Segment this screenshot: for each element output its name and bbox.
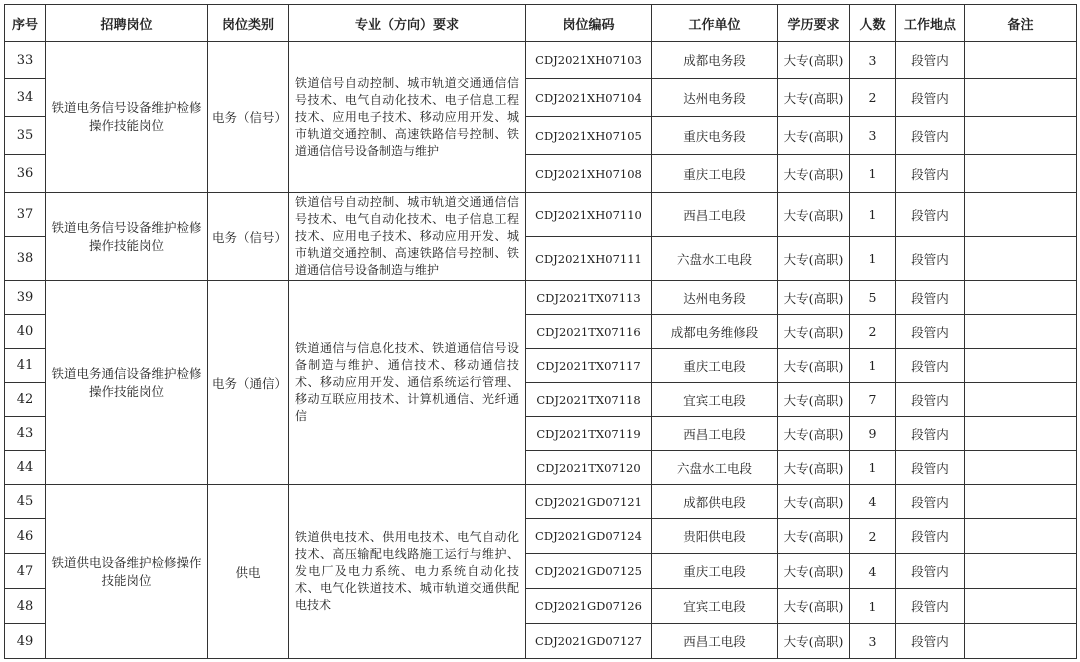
- cell-code: CDJ2021TX07116: [526, 315, 652, 349]
- cell-seq: 49: [5, 624, 46, 659]
- cell-seq: 35: [5, 117, 46, 155]
- cell-education: 大专(高职): [778, 315, 850, 349]
- cell-note: [965, 315, 1077, 349]
- cell-location: 段管内: [896, 417, 965, 451]
- cell-job: 铁道电务信号设备维护检修操作技能岗位: [46, 42, 208, 193]
- cell-unit: 西昌工电段: [652, 417, 778, 451]
- cell-note: [965, 589, 1077, 624]
- cell-seq: 44: [5, 451, 46, 485]
- cell-count: 2: [850, 79, 896, 117]
- cell-unit: 成都电务维修段: [652, 315, 778, 349]
- cell-unit: 六盘水工电段: [652, 451, 778, 485]
- header-seq: 序号: [5, 5, 46, 42]
- cell-seq: 37: [5, 193, 46, 237]
- cell-job: 铁道电务信号设备维护检修操作技能岗位: [46, 193, 208, 281]
- cell-note: [965, 519, 1077, 554]
- cell-education: 大专(高职): [778, 417, 850, 451]
- cell-location: 段管内: [896, 42, 965, 79]
- cell-education: 大专(高职): [778, 117, 850, 155]
- cell-location: 段管内: [896, 554, 965, 589]
- cell-seq: 34: [5, 79, 46, 117]
- cell-unit: 成都电务段: [652, 42, 778, 79]
- cell-location: 段管内: [896, 485, 965, 519]
- table-row: [5, 485, 1077, 519]
- cell-location: 段管内: [896, 193, 965, 237]
- cell-note: [965, 554, 1077, 589]
- cell-note: [965, 155, 1077, 193]
- cell-code: CDJ2021GD07126: [526, 589, 652, 624]
- cell-code: CDJ2021TX07118: [526, 383, 652, 417]
- header-location: 工作地点: [896, 5, 965, 42]
- cell-code: CDJ2021TX07120: [526, 451, 652, 485]
- cell-code: CDJ2021XH07103: [526, 42, 652, 79]
- recruitment-table: [4, 4, 1077, 659]
- cell-code: CDJ2021XH07108: [526, 155, 652, 193]
- cell-code: CDJ2021GD07127: [526, 624, 652, 659]
- cell-note: [965, 237, 1077, 281]
- cell-count: 3: [850, 117, 896, 155]
- cell-requirement: 铁道通信与信息化技术、铁道通信信号设备制造与维护、通信技术、移动通信技术、移动应用开发、通信系统运行管理、移动互联应用技术、计算机通信、光纤通信: [289, 281, 526, 485]
- cell-count: 1: [850, 349, 896, 383]
- cell-count: 1: [850, 451, 896, 485]
- cell-count: 9: [850, 417, 896, 451]
- cell-location: 段管内: [896, 519, 965, 554]
- cell-category: 供电: [208, 485, 289, 659]
- cell-count: 5: [850, 281, 896, 315]
- cell-location: 段管内: [896, 281, 965, 315]
- cell-location: 段管内: [896, 315, 965, 349]
- cell-unit: 宜宾工电段: [652, 589, 778, 624]
- header-note: 备注: [965, 5, 1077, 42]
- cell-education: 大专(高职): [778, 451, 850, 485]
- cell-seq: 43: [5, 417, 46, 451]
- cell-seq: 39: [5, 281, 46, 315]
- cell-count: 3: [850, 42, 896, 79]
- cell-education: 大专(高职): [778, 554, 850, 589]
- cell-education: 大专(高职): [778, 485, 850, 519]
- cell-unit: 西昌工电段: [652, 624, 778, 659]
- cell-unit: 达州电务段: [652, 281, 778, 315]
- cell-education: 大专(高职): [778, 237, 850, 281]
- header-code: 岗位编码: [526, 5, 652, 42]
- cell-code: CDJ2021TX07117: [526, 349, 652, 383]
- cell-seq: 47: [5, 554, 46, 589]
- cell-unit: 重庆工电段: [652, 155, 778, 193]
- header-category: 岗位类别: [208, 5, 289, 42]
- cell-code: CDJ2021GD07125: [526, 554, 652, 589]
- header-job: 招聘岗位: [46, 5, 208, 42]
- cell-education: 大专(高职): [778, 383, 850, 417]
- cell-seq: 45: [5, 485, 46, 519]
- cell-unit: 重庆工电段: [652, 349, 778, 383]
- cell-code: CDJ2021XH07111: [526, 237, 652, 281]
- cell-location: 段管内: [896, 117, 965, 155]
- cell-note: [965, 281, 1077, 315]
- cell-code: CDJ2021XH07105: [526, 117, 652, 155]
- cell-seq: 36: [5, 155, 46, 193]
- cell-code: CDJ2021GD07124: [526, 519, 652, 554]
- cell-location: 段管内: [896, 79, 965, 117]
- cell-education: 大专(高职): [778, 193, 850, 237]
- cell-count: 4: [850, 554, 896, 589]
- cell-note: [965, 383, 1077, 417]
- cell-requirement: 铁道信号自动控制、城市轨道交通通信信号技术、电气自动化技术、电子信息工程技术、应用电子技术、移动应用开发、城市轨道交通控制、高速铁路信号控制、铁道通信信号设备制造与维护: [289, 193, 526, 281]
- header-unit: 工作单位: [652, 5, 778, 42]
- cell-education: 大专(高职): [778, 589, 850, 624]
- cell-count: 1: [850, 589, 896, 624]
- cell-unit: 成都供电段: [652, 485, 778, 519]
- cell-unit: 达州电务段: [652, 79, 778, 117]
- cell-note: [965, 451, 1077, 485]
- cell-code: CDJ2021TX07113: [526, 281, 652, 315]
- header-education: 学历要求: [778, 5, 850, 42]
- cell-education: 大专(高职): [778, 349, 850, 383]
- cell-note: [965, 42, 1077, 79]
- header-count: 人数: [850, 5, 896, 42]
- cell-category: 电务（通信）: [208, 281, 289, 485]
- cell-note: [965, 193, 1077, 237]
- cell-note: [965, 624, 1077, 659]
- cell-location: 段管内: [896, 237, 965, 281]
- cell-location: 段管内: [896, 589, 965, 624]
- header-requirement: 专业（方向）要求: [289, 5, 526, 42]
- cell-job: 铁道供电设备维护检修操作技能岗位: [46, 485, 208, 659]
- cell-seq: 40: [5, 315, 46, 349]
- cell-note: [965, 117, 1077, 155]
- cell-unit: 贵阳供电段: [652, 519, 778, 554]
- cell-location: 段管内: [896, 624, 965, 659]
- cell-education: 大专(高职): [778, 281, 850, 315]
- cell-code: CDJ2021XH07104: [526, 79, 652, 117]
- cell-seq: 48: [5, 589, 46, 624]
- table-row: [5, 42, 1077, 79]
- cell-seq: 41: [5, 349, 46, 383]
- cell-note: [965, 485, 1077, 519]
- cell-count: 1: [850, 193, 896, 237]
- cell-location: 段管内: [896, 383, 965, 417]
- cell-unit: 重庆工电段: [652, 554, 778, 589]
- cell-location: 段管内: [896, 451, 965, 485]
- cell-count: 1: [850, 155, 896, 193]
- cell-count: 2: [850, 315, 896, 349]
- cell-category: 电务（信号）: [208, 42, 289, 193]
- cell-location: 段管内: [896, 155, 965, 193]
- cell-job: 铁道电务通信设备维护检修操作技能岗位: [46, 281, 208, 485]
- cell-seq: 46: [5, 519, 46, 554]
- cell-education: 大专(高职): [778, 42, 850, 79]
- cell-education: 大专(高职): [778, 519, 850, 554]
- cell-code: CDJ2021TX07119: [526, 417, 652, 451]
- cell-count: 1: [850, 237, 896, 281]
- cell-education: 大专(高职): [778, 624, 850, 659]
- cell-unit: 重庆电务段: [652, 117, 778, 155]
- cell-seq: 42: [5, 383, 46, 417]
- cell-unit: 六盘水工电段: [652, 237, 778, 281]
- table-header-row: [5, 5, 1077, 42]
- cell-seq: 38: [5, 237, 46, 281]
- cell-unit: 宜宾工电段: [652, 383, 778, 417]
- cell-note: [965, 79, 1077, 117]
- cell-requirement: 铁道供电技术、供用电技术、电气自动化技术、高压输配电线路施工运行与维护、发电厂及电力系统、电力系统自动化技术、电气化铁道技术、城市轨道交通供配电技术: [289, 485, 526, 659]
- cell-category: 电务（信号）: [208, 193, 289, 281]
- cell-location: 段管内: [896, 349, 965, 383]
- cell-count: 3: [850, 624, 896, 659]
- cell-count: 7: [850, 383, 896, 417]
- cell-code: CDJ2021XH07110: [526, 193, 652, 237]
- cell-education: 大专(高职): [778, 79, 850, 117]
- cell-count: 2: [850, 519, 896, 554]
- cell-seq: 33: [5, 42, 46, 79]
- cell-note: [965, 349, 1077, 383]
- cell-code: CDJ2021GD07121: [526, 485, 652, 519]
- cell-note: [965, 417, 1077, 451]
- table-row: [5, 281, 1077, 315]
- cell-unit: 西昌工电段: [652, 193, 778, 237]
- cell-education: 大专(高职): [778, 155, 850, 193]
- table-row: [5, 193, 1077, 237]
- cell-count: 4: [850, 485, 896, 519]
- cell-requirement: 铁道信号自动控制、城市轨道交通通信信号技术、电气自动化技术、电子信息工程技术、应用电子技术、移动应用开发、城市轨道交通控制、高速铁路信号控制、铁道通信信号设备制造与维护: [289, 42, 526, 193]
